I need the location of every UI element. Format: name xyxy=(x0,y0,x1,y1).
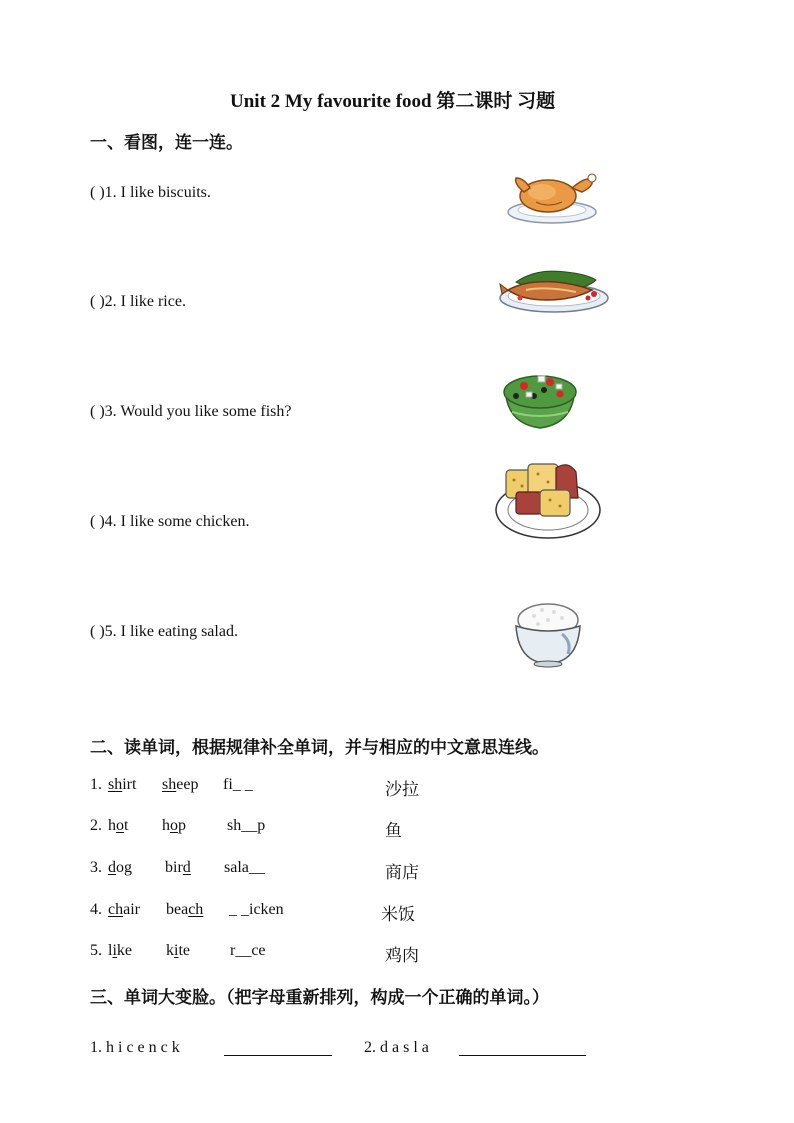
section1-heading: 一、看图，连一连。 xyxy=(90,133,243,152)
item-number: 2. xyxy=(364,1039,376,1056)
question-text: 1. I like biscuits. xyxy=(104,184,211,201)
question-4 xyxy=(90,513,250,531)
salad-bowl-image[interactable] xyxy=(498,362,582,434)
question-text: 4. I like some chicken. xyxy=(104,513,250,530)
question-3 xyxy=(90,403,292,421)
scrambled-letters: d a s l a xyxy=(380,1039,429,1056)
example-word: hop xyxy=(162,817,186,834)
chinese-meaning[interactable]: 鱼 xyxy=(385,821,402,840)
answer-bracket[interactable]: ( ) xyxy=(90,623,105,640)
example-word: bird xyxy=(165,859,191,876)
section2-heading: 二、读单词，根据规律补全单词，并与相应的中文意思连线。 xyxy=(90,738,549,757)
example-word: beach xyxy=(166,901,204,918)
word-row-1-number: 1. xyxy=(90,776,102,793)
answer-bracket[interactable]: ( ) xyxy=(90,293,105,310)
chinese-meaning[interactable]: 商店 xyxy=(385,863,419,882)
example-word: sheep xyxy=(162,776,199,793)
question-text: 5. I like eating salad. xyxy=(104,623,238,640)
question-2 xyxy=(90,293,186,311)
answer-blank-1[interactable] xyxy=(224,1041,332,1056)
chinese-meaning[interactable]: 鸡肉 xyxy=(385,946,419,965)
page-title: Unit 2 My favourite food 第二课时 习题 xyxy=(230,91,556,112)
word-row-4-number: 4. xyxy=(90,901,102,918)
example-word: dog xyxy=(108,859,132,876)
fill-in-word[interactable]: sh__p xyxy=(227,817,266,834)
question-5 xyxy=(90,623,238,641)
answer-bracket[interactable]: ( ) xyxy=(90,403,105,420)
answer-bracket[interactable]: ( ) xyxy=(90,184,105,201)
example-word: hot xyxy=(108,817,129,834)
question-text: 3. Would you like some fish? xyxy=(104,403,292,420)
answer-bracket[interactable]: ( ) xyxy=(90,513,105,530)
example-word: like xyxy=(108,942,133,959)
section3-heading: 三、单词大变脸。（把字母重新排列，构成一个正确的单词。） xyxy=(90,988,549,1007)
answer-blank-2[interactable] xyxy=(459,1041,586,1056)
fill-in-word[interactable]: _ _icken xyxy=(229,901,284,918)
scramble-item-2 xyxy=(364,1039,429,1057)
word-row-2-number: 2. xyxy=(90,817,102,834)
roast-chicken-image[interactable] xyxy=(502,162,602,226)
word-row-5-number: 5. xyxy=(90,942,102,959)
example-word: chair xyxy=(108,901,140,918)
question-1 xyxy=(90,184,211,202)
chinese-meaning[interactable]: 沙拉 xyxy=(385,780,419,799)
fill-in-word[interactable]: r__ce xyxy=(230,942,266,959)
example-word: shirt xyxy=(108,776,137,793)
scrambled-letters: h i c e n c k xyxy=(106,1039,180,1056)
fill-in-word[interactable]: sala__ xyxy=(224,859,265,876)
chinese-meaning[interactable]: 米饭 xyxy=(381,905,415,924)
scramble-item-1 xyxy=(90,1039,180,1057)
rice-bowl-image[interactable] xyxy=(510,596,586,670)
word-row-3-number: 3. xyxy=(90,859,102,876)
question-text: 2. I like rice. xyxy=(104,293,186,310)
biscuits-plate-image[interactable] xyxy=(494,458,602,542)
example-word: kite xyxy=(166,942,190,959)
item-number: 1. xyxy=(90,1039,102,1056)
fill-in-word[interactable]: fi_ _ xyxy=(223,776,253,793)
fish-plate-image[interactable] xyxy=(496,260,612,318)
